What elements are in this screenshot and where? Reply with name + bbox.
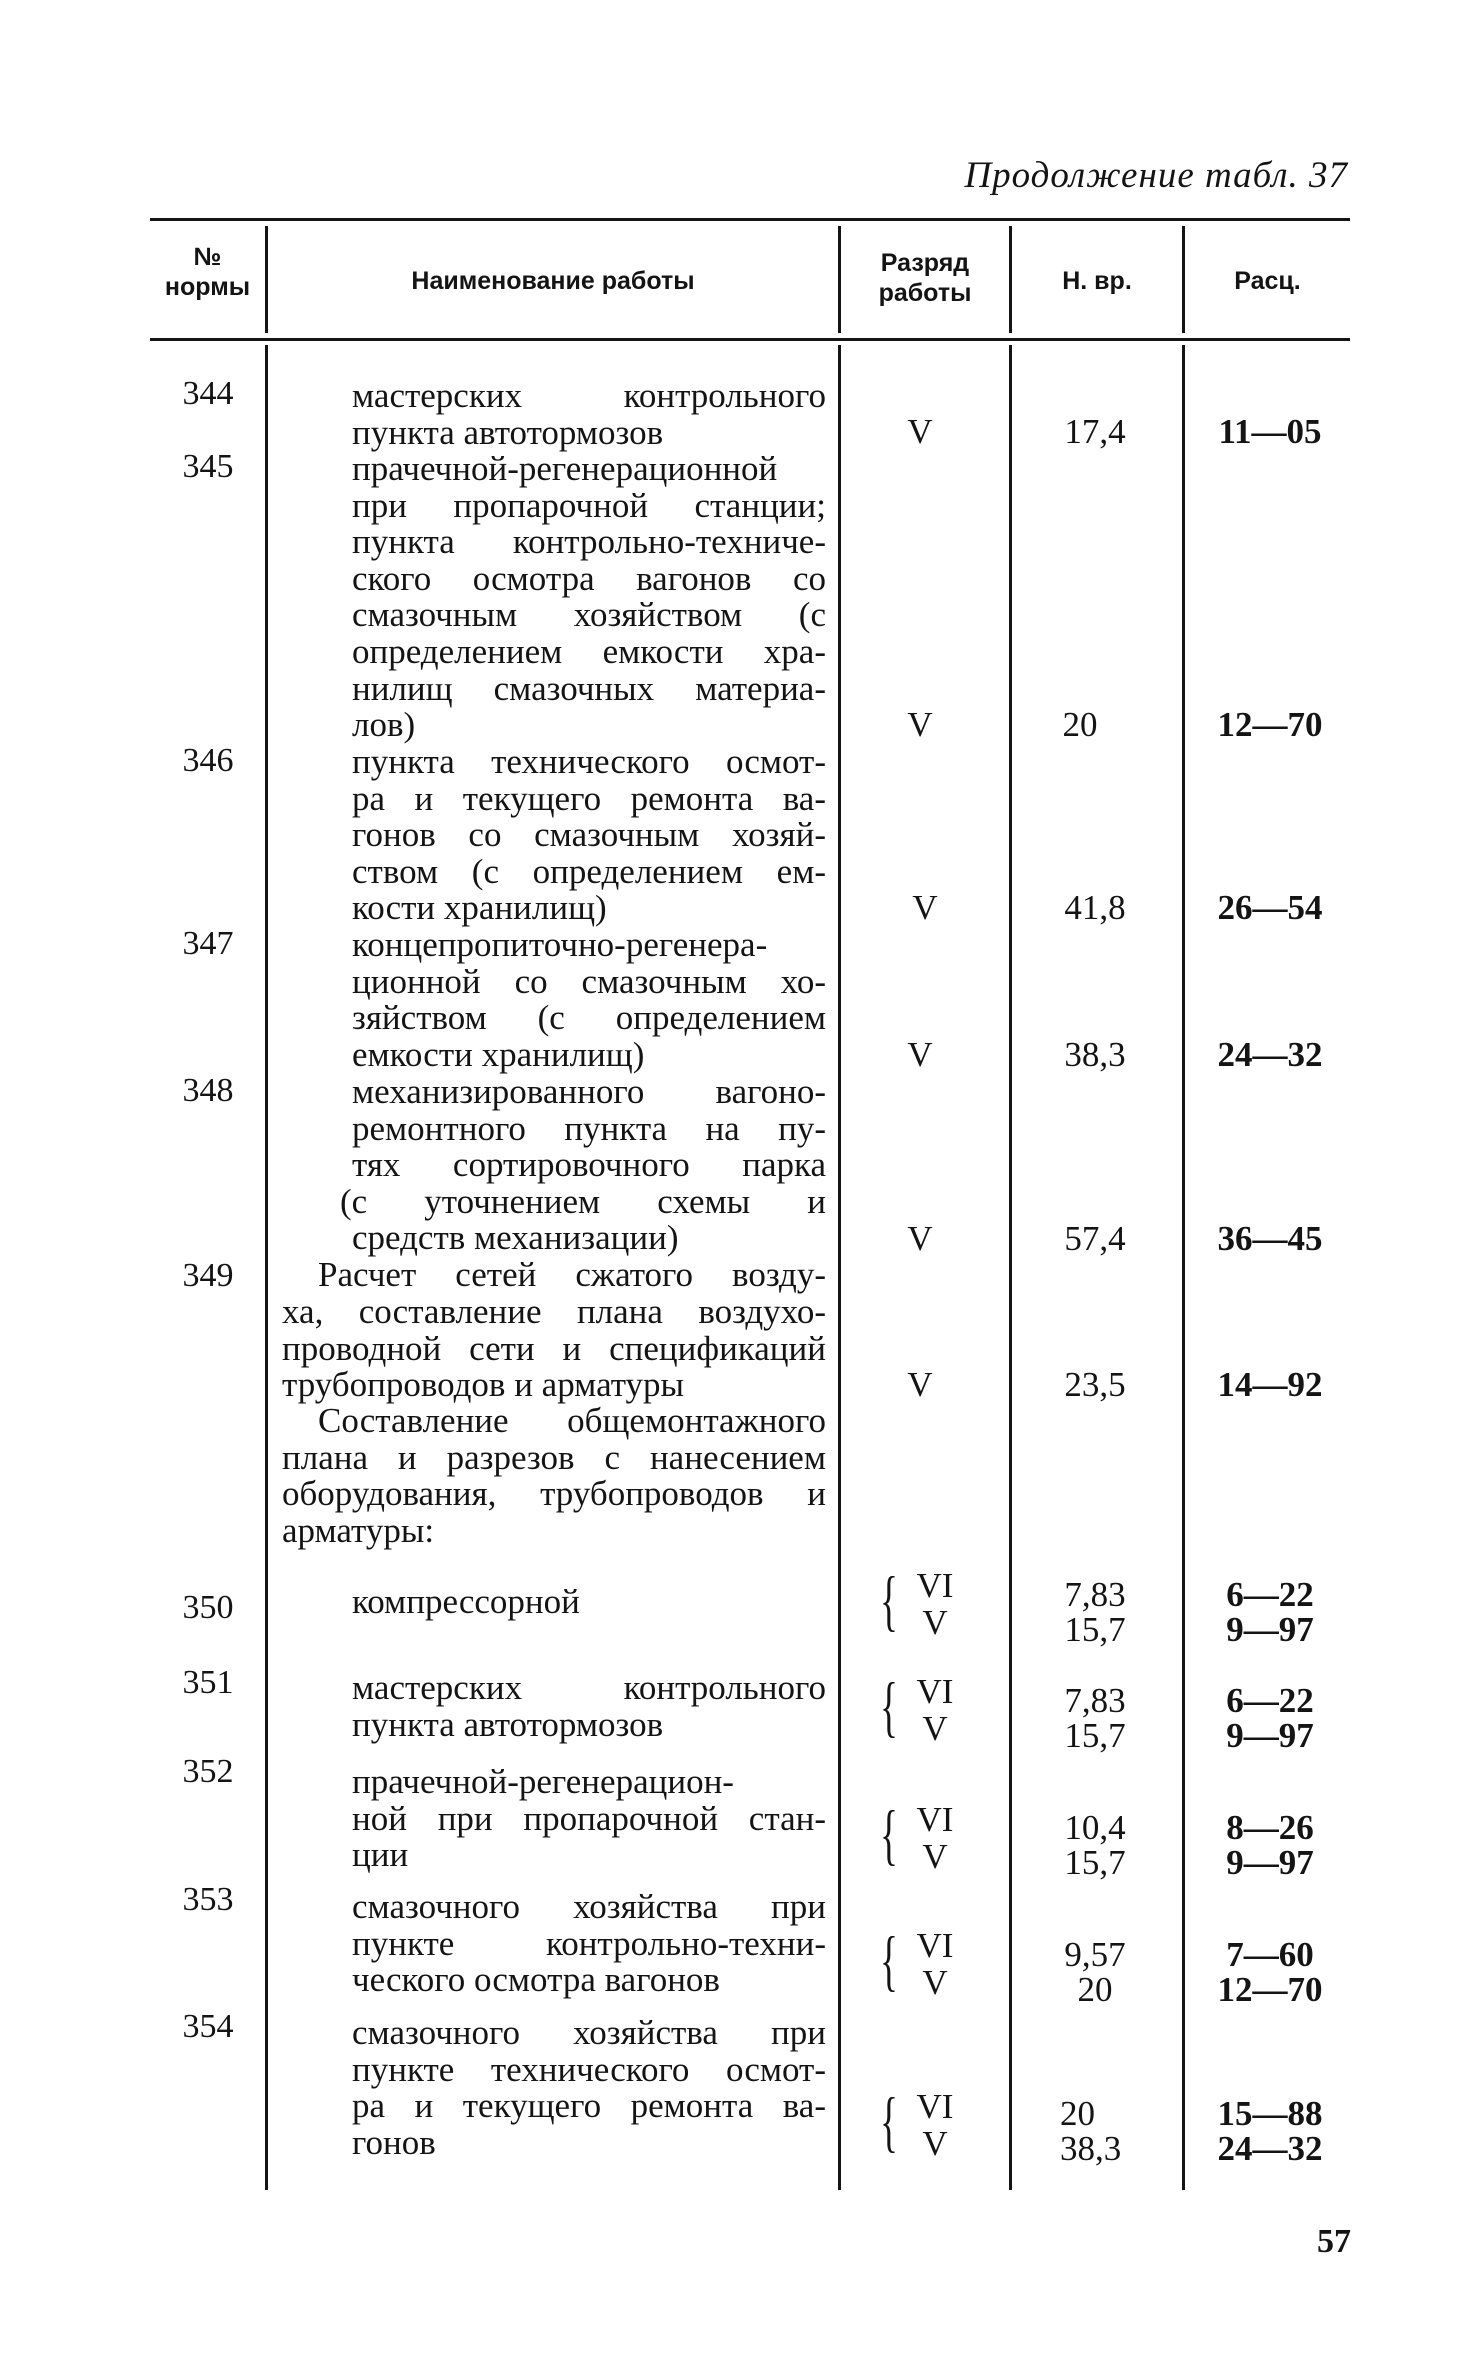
time-cell: 15,7 <box>1064 1716 1126 1755</box>
work-description-349-cont <box>282 1294 826 1404</box>
text-line: трубопроводов и арматуры <box>282 1365 685 1405</box>
text-line: пункта автотормозов <box>352 412 664 452</box>
rate-cell: 12—70 <box>1217 1970 1323 2009</box>
norm-number: 346 <box>182 742 234 779</box>
brace-354: { <box>880 2083 898 2159</box>
time-cell: 17,4 <box>1064 412 1126 451</box>
grade-cell: V <box>907 1035 933 1074</box>
rate-cell: 6—22 <box>1226 1681 1314 1720</box>
text-line: мастерских контрольного <box>352 376 826 415</box>
text-line: нилищ смазочных материа- <box>352 668 826 708</box>
text-line: гонов со смазочным хозяй- <box>352 815 826 855</box>
work-description-346 <box>352 744 826 927</box>
grade-cell: VI <box>916 1926 954 1965</box>
text-line: кости хранилищ) <box>352 888 607 928</box>
work-description-354 <box>352 2015 826 2161</box>
text-line: пункте контрольно-техни- <box>352 1923 826 1963</box>
grade-cell: V <box>922 1603 948 1642</box>
norm-number: 348 <box>182 1072 234 1109</box>
text-line: определением емкости хра- <box>352 631 826 671</box>
subsection-heading <box>282 1403 826 1549</box>
text-line: прачечной-регенерацион- <box>352 1762 734 1801</box>
time-cell: 20 <box>1077 1970 1113 2009</box>
header-bottom-rule <box>150 338 1350 341</box>
header-work-name: Наименование работы <box>411 267 695 295</box>
text-line: смазочным хозяйством (с <box>352 595 826 635</box>
text-line: лов) <box>352 705 416 745</box>
column-divider-2-body <box>838 345 841 2190</box>
header-rate: Расц. <box>1234 267 1301 295</box>
header-norm-number <box>150 242 265 302</box>
text-line: механизированного вагоно- <box>352 1072 826 1111</box>
grade-cell: VI <box>916 2087 954 2126</box>
text-line: концепропиточно-регенера- <box>352 925 768 964</box>
grade-cell: VI <box>916 1800 954 1839</box>
work-description-349 <box>318 1257 826 1294</box>
rate-cell: 12—70 <box>1217 705 1323 744</box>
brace-350: { <box>880 1562 898 1638</box>
norm-number: 344 <box>182 375 234 412</box>
norm-number: 354 <box>182 2008 234 2045</box>
grade-cell: V <box>907 412 933 451</box>
time-cell: 20 <box>1062 705 1098 744</box>
text-line: Расчет сетей сжатого возду- <box>318 1255 826 1294</box>
rate-cell: 9—97 <box>1226 1716 1314 1755</box>
text-line: оборудования, трубопроводов и <box>282 1474 826 1514</box>
text-line: ционной со смазочным хо- <box>352 961 826 1001</box>
rate-cell: 36—45 <box>1217 1219 1323 1258</box>
header-time: Н. вр. <box>1062 267 1132 295</box>
grade-cell: VI <box>916 1566 954 1605</box>
text-line: пункта технического осмот- <box>352 742 826 781</box>
text-line: мастерских контрольного <box>352 1668 826 1707</box>
table-caption: Продолжение табл. 37 <box>964 155 1348 196</box>
grade-cell: V <box>922 1837 948 1876</box>
work-description-352 <box>352 1764 826 1874</box>
grade-cell: V <box>922 1963 948 2002</box>
work-description-350 <box>352 1584 826 1621</box>
header-norm-number-line1: № <box>193 243 222 271</box>
text-line: ремонтного пункта на пу- <box>352 1108 826 1148</box>
time-cell: 38,3 <box>1064 1035 1126 1074</box>
time-cell: 38,3 <box>1060 2129 1122 2168</box>
text-line: ством (с определением ем- <box>352 851 826 891</box>
text-line: ского осмотра вагонов со <box>352 558 826 598</box>
brace-351: { <box>880 1668 898 1744</box>
header-grade-line2: работы <box>878 279 972 307</box>
norm-number: 351 <box>182 1664 234 1701</box>
work-description-347 <box>352 927 826 1073</box>
text-line: плана и разрезов с нанесением <box>282 1437 826 1477</box>
text-line: смазочного хозяйства при <box>352 2013 826 2052</box>
text-line: ра и текущего ремонта ва- <box>352 2086 826 2126</box>
text-line: ной при пропарочной стан- <box>352 1798 826 1838</box>
grade-cell: V <box>907 705 933 744</box>
text-line: при пропарочной станции; <box>352 485 826 525</box>
text-line: проводной сети и спецификаций <box>282 1328 826 1368</box>
time-cell: 15,7 <box>1064 1843 1126 1882</box>
time-cell: 9,57 <box>1064 1935 1126 1974</box>
rate-cell: 24—32 <box>1217 1035 1323 1074</box>
text-line: (с уточнением схемы и <box>340 1181 826 1221</box>
grade-cell: V <box>907 1365 933 1404</box>
grade-cell: V <box>907 1219 933 1258</box>
column-divider-3-body <box>1009 345 1012 2190</box>
text-line: гонов <box>352 2122 436 2162</box>
table-top-rule <box>150 218 1350 221</box>
text-line: емкости хранилищ) <box>352 1034 645 1074</box>
rate-cell: 14—92 <box>1217 1365 1323 1404</box>
header-norm-number-line2: нормы <box>164 273 251 301</box>
text-line: тях сортировочного парка <box>352 1145 826 1185</box>
text-line: арматуры: <box>282 1510 435 1550</box>
norm-number: 347 <box>182 925 234 962</box>
time-cell: 7,83 <box>1064 1681 1126 1720</box>
time-cell: 15,7 <box>1064 1610 1126 1649</box>
norm-number: 352 <box>182 1753 234 1790</box>
grade-cell: V <box>922 1709 948 1748</box>
time-cell: 10,4 <box>1064 1808 1126 1847</box>
rate-cell: 24—32 <box>1217 2129 1323 2168</box>
rate-cell: 11—05 <box>1218 412 1322 451</box>
text-line: пункте технического осмот- <box>352 2049 826 2089</box>
norm-number: 350 <box>182 1589 234 1626</box>
brace-352: { <box>880 1796 898 1872</box>
text-line: ра и текущего ремонта ва- <box>352 778 826 818</box>
rate-cell: 26—54 <box>1217 888 1323 927</box>
text-line: зяйством (с определением <box>352 998 826 1038</box>
norm-number: 345 <box>182 448 234 485</box>
grade-cell: V <box>922 2124 948 2163</box>
rate-cell: 7—60 <box>1226 1935 1314 1974</box>
work-description-345 <box>352 451 826 744</box>
text-line: Составление общемонтажного <box>318 1401 826 1440</box>
time-cell: 7,83 <box>1064 1575 1126 1614</box>
work-description-344 <box>352 378 826 451</box>
time-cell: 57,4 <box>1064 1219 1126 1258</box>
text-line: средств механизации) <box>352 1218 679 1258</box>
page-number: 57 <box>1317 2223 1351 2260</box>
column-divider-1-body <box>265 345 268 2190</box>
text-line: ческого осмотра вагонов <box>352 1960 720 2000</box>
norm-number: 353 <box>182 1881 234 1918</box>
grade-cell: V <box>912 888 938 927</box>
rate-cell: 9—97 <box>1226 1610 1314 1649</box>
text-line: ции <box>352 1835 409 1875</box>
rate-cell: 15—88 <box>1217 2094 1323 2133</box>
rate-cell: 6—22 <box>1226 1575 1314 1614</box>
work-description-351 <box>352 1670 826 1743</box>
text-line: пункта автотормозов <box>352 1704 664 1744</box>
text-line: пункта контрольно-техниче- <box>352 522 826 562</box>
norm-number: 349 <box>182 1257 234 1294</box>
work-description-348 <box>340 1072 826 1258</box>
column-divider-4-body <box>1182 345 1185 2190</box>
time-cell: 20 <box>1060 2094 1095 2133</box>
rate-cell: 9—97 <box>1226 1843 1314 1882</box>
brace-353: { <box>880 1922 898 1998</box>
header-grade <box>841 248 1009 308</box>
text-line: компрессорной <box>352 1582 580 1621</box>
text-line: смазочного хозяйства при <box>352 1887 826 1926</box>
time-cell: 41,8 <box>1064 888 1126 927</box>
rate-cell: 8—26 <box>1226 1808 1314 1847</box>
time-cell: 23,5 <box>1064 1365 1126 1404</box>
text-line: прачечной-регенерационной <box>352 449 778 488</box>
work-description-353 <box>352 1889 826 1999</box>
header-grade-line1: Разряд <box>880 249 970 277</box>
grade-cell: VI <box>916 1672 954 1711</box>
text-line: ха, составление плана воздухо- <box>282 1292 826 1331</box>
